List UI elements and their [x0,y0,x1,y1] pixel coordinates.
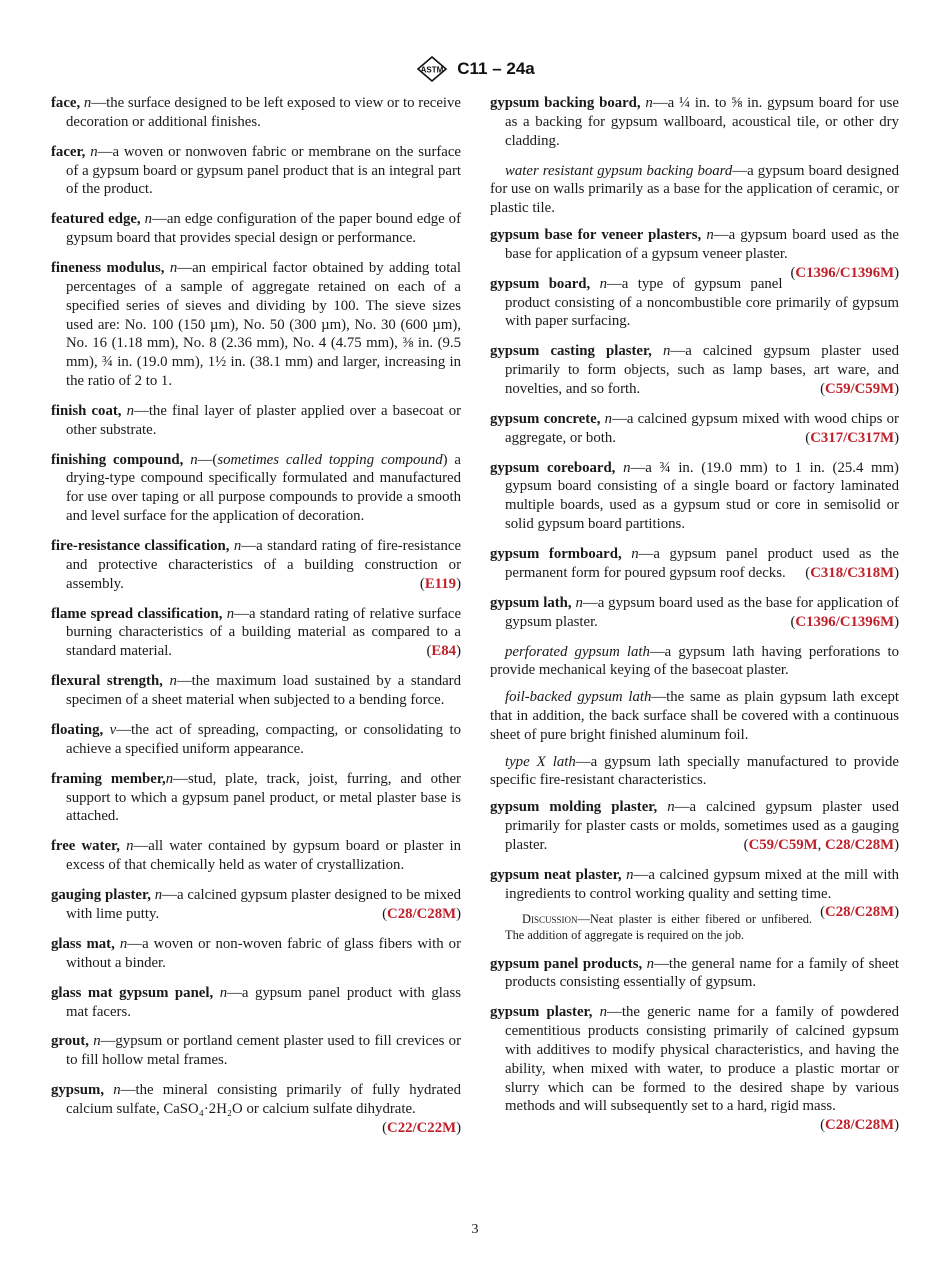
definition-text: —a gypsum lath having perforations to provide mechanical keying of the basecoat plaster. [490,643,900,679]
definition-entry [490,410,899,448]
definition-entry [490,459,899,534]
left-column [51,94,461,1138]
standard-reference[interactable]: (C28/C28M) [382,905,461,922]
definition-entry [490,545,899,583]
part-of-speech: n [90,143,98,160]
definition-entry [490,226,899,281]
term: finish coat, [51,402,122,419]
term: framing member, [51,770,166,787]
definition-text: a standard rating of relative surface burning characteristics of a building material as compared to a standard material. [66,605,462,660]
standard-reference[interactable]: (C28/C28M) [820,1117,899,1134]
definition-text: a calcined gypsum mixed with wood chips or aggregate, or both. [505,410,899,446]
definition-text: the maximum load sustained by a standard specimen of a sheet material when subjected to a bending force. [66,673,461,709]
sub-term: foil-backed gypsum lath [505,689,652,706]
term: facer, [51,143,86,160]
definition-text: stud, plate, track, joist, furring, and other support to which a gypsum panel product, or metal plaster base is attached. [66,770,461,825]
dash: — [100,1033,116,1050]
definition-text: a ¾ in. (19.0 mm) to 1 in. (25.4 mm) gypsum board consisting of a single board or factory laminated multiple boards, used as a gypsum stud or core in semisolid or solid gypsum board partitions. [505,459,899,533]
definition-entry [51,210,461,248]
dash: —( [197,451,218,468]
dash: — [652,95,668,111]
standard-designation: C11 – 24a [457,59,535,78]
definition-entry [51,451,461,526]
discussion-label: Discussion [522,911,578,926]
part-of-speech: n [126,838,134,855]
part-of-speech: n [575,594,583,611]
part-of-speech: n [226,605,235,622]
definition-entry [51,94,461,132]
definition-text: a calcined gypsum mixed at the mill with ingredients to control working quality and setting time. [505,866,899,902]
definition-entry [51,143,461,199]
definition-entry [51,935,461,973]
term: glass mat gypsum panel, [51,984,214,1001]
dash: — [654,955,669,972]
term: gypsum casting plaster, [490,343,652,360]
standard-reference[interactable]: (E119) [419,575,461,592]
definition-entry [490,594,899,632]
definition-text: the generic name for a family of powdered cementitious products consisting primarily of calcined gypsum with additives to modify physical characteristics, and having the ability, when mixed with water, to produce a plastic mortar or slurry which can be formed to the desired shape by various methods and will subsequently set to a hard, rigid mass. [505,1004,899,1115]
dash: — [227,984,242,1001]
term: finishing compound, [51,451,184,468]
astm-logo-icon [415,56,449,82]
part-of-speech: n [626,866,634,883]
sub-term: type X lath [505,753,576,770]
part-of-speech: n [631,546,639,563]
term: flexural strength, [51,673,163,690]
definition-text: a gypsum panel product used as the permanent form for poured gypsum roof decks. [505,546,899,581]
part-of-speech: n [154,887,163,904]
part-of-speech: n [126,402,135,419]
part-of-speech: n [645,95,653,111]
term: gypsum neat plaster, [490,866,622,883]
dash: — [173,770,188,787]
part-of-speech: n [169,260,178,277]
definition-entry [51,886,461,924]
definition-text: a woven or nonwoven fabric or membrane on the surface of a gypsum board or gypsum panel product that is an integral part of the product. [66,143,461,198]
definition-text: a gypsum board used as the base for application of gypsum plaster. [505,594,900,630]
term: gypsum plaster, [490,1004,593,1021]
dash: — [606,275,622,292]
right-column [490,94,899,1135]
sub-definition [490,162,899,218]
definition-text: —a gypsum board designed for use on walls primarily as a base for the application of ceramic, or plastic tile. [490,162,899,217]
definition-text: the surface designed to be left exposed to view or to receive decoration or additional finishes. [66,95,462,130]
term: floating, [51,722,104,738]
term: fire-resistance classification, [51,538,230,555]
definition-text: a gypsum board used as the base for application of a gypsum veneer plaster. [505,226,899,262]
definition-text: a standard rating of fire-resistance and protective characteristics of a building construction or assembly. [66,538,462,592]
standard-reference[interactable]: (C318/C318M) [805,564,899,581]
part-of-speech: n [604,410,613,427]
definition-text: a type of gypsum panel product consisting of a noncombustible core primarily of gypsum with paper surfacing. [505,275,899,330]
term: gypsum concrete, [490,410,601,427]
usage-note: sometimes called topping compound [217,451,443,468]
part-of-speech: n [93,1033,101,1050]
term: face, [51,95,81,111]
dash: — [612,410,627,427]
definition-entry [51,1032,461,1070]
part-of-speech: v [109,722,117,738]
dash: — [633,866,649,883]
dash: — [607,1004,622,1021]
definition-text: a ¼ in. to ⅝ in. gypsum board for use as a backing for gypsum wallboard, acoustical tile, or other dry cladding. [505,95,899,149]
definition-text: an empirical factor obtained by adding total percentages of a sample of aggregate retained on each of a specified series of sieves and dividing by 100. The sieve sizes used are: No. 100 (150 µm), No. 50 (300 µm), No. 30 (600 µm), No. 16 (1.18 mm), No. 8 (2.36 mm), No. 4 (4.75 mm), ⅜ in. (9.5 mm), ¾ in. (19.0 mm), 1½ in. (38.1 mm) and larger, increasing in the ratio of 2 to 1. [66,260,461,389]
definition-text: the general name for a family of sheet products consisting essentially of gypsum. [505,955,900,991]
definition-text: ) a drying-type compound specifically formulated and manufactured for use over taping or all purpose compounds to provide a smooth and level surface for the application of decoration. [66,451,461,525]
dash: — [638,546,654,563]
definition-text: gypsum or portland cement plaster used to fill crevices or to fill hollow metal frames. [66,1033,461,1069]
part-of-speech: n [233,538,242,555]
definition-entry [51,984,461,1022]
part-of-speech: n [599,275,607,292]
term: fineness modulus, [51,260,165,277]
definition-text: a calcined gypsum plaster designed to be mixed with lime putty. [66,887,462,922]
dash: — [97,143,113,160]
standard-reference[interactable]: (C22/C22M) [382,1119,461,1136]
term: free water, [51,838,120,855]
definition-entry [490,798,899,854]
part-of-speech: n [144,211,153,228]
definition-entry [490,1003,899,1134]
sub-term: water resistant gypsum backing board [505,162,733,179]
dash: — [116,722,131,738]
term: flame spread classification, [51,605,223,622]
sub-definition [490,753,899,791]
definition-text: —a gypsum lath specially manufactured to provide specific fire-resistant characteristics. [490,753,899,789]
part-of-speech: n [667,799,675,816]
definition-entry [51,721,461,759]
part-of-speech: n [169,673,177,690]
standard-reference[interactable]: (C317/C317M) [805,429,899,446]
term: glass mat, [51,935,115,952]
definition-text: the mineral consisting primarily of fully hydrated calcium sulfate, CaSO₄·2H₂O or calcium sulfate dihydrate. [66,1082,462,1118]
term: gypsum molding plaster, [490,799,658,816]
term: gypsum, [51,1082,105,1099]
dash: — [120,1082,136,1099]
term: featured edge, [51,211,141,228]
term: gypsum backing board, [490,95,641,111]
dash: — [670,343,686,360]
definition-entry [51,1081,462,1136]
dash: — [133,838,149,855]
definition-text: the final layer of plaster applied over a basecoat or other substrate. [66,402,462,438]
definition-text: a woven or non-woven fabric of glass fibers with or without a binder. [66,935,462,971]
definition-entry [490,342,899,398]
dash: — [152,211,167,228]
part-of-speech: n [646,955,655,972]
definition-text: a calcined gypsum plaster used primarily for plaster casts or molds, sometimes used as a gauging plaster. [505,799,899,853]
standard-reference[interactable]: (C1396/C1396M) [790,613,899,630]
dash: — [630,459,646,476]
dash: — [234,605,249,622]
dash: — [91,95,107,111]
part-of-speech: n [219,984,228,1001]
term: gauging plaster, [51,887,151,904]
dash: — [241,538,257,555]
discussion-text: —Neat plaster is either fibered or unfibered. The addition of aggregate is required on the job. [505,911,813,943]
term: gypsum base for veneer plasters, [490,226,702,243]
part-of-speech: n [165,770,174,787]
term: gypsum formboard, [490,546,622,563]
part-of-speech: n [706,226,714,243]
dash: — [162,887,177,904]
part-of-speech: n [663,343,671,360]
definition-entry [490,94,899,150]
definition-text: a gypsum panel product with glass mat facers. [66,984,461,1020]
standard-reference[interactable]: (C1396/C1396M) [790,264,899,281]
definition-text: a calcined gypsum plaster used primarily to form objects, such as lamp bases, art ware, and novelties, and so forth. [505,343,899,397]
definition-entry [51,402,461,440]
sub-definition [490,643,899,681]
dash: — [582,594,598,611]
part-of-speech: n [119,935,128,952]
definition-entry [51,672,461,710]
sub-term: perforated gypsum lath [505,643,650,660]
part-of-speech: n [623,459,631,476]
dash: — [674,799,690,816]
part-of-speech: n [83,95,92,111]
definition-text: all water contained by gypsum board or plaster in excess of that chemically held as water of crystallization. [66,838,461,874]
definition-entry [490,275,899,331]
part-of-speech: n [190,451,198,468]
dash: — [177,260,193,277]
part-of-speech: n [599,1004,608,1021]
definition-entry [51,605,461,661]
term: gypsum coreboard, [490,459,616,476]
term: gypsum lath, [490,594,572,611]
definition-entry [490,955,899,993]
sub-definition [490,688,899,744]
definition-text: the act of spreading, compacting, or consolidating to achieve a specified uniform appearance. [66,722,461,757]
term: gypsum board, [490,275,591,292]
definition-text: an edge configuration of the paper bound edge of gypsum board that provides special design or performance. [66,211,462,247]
dash: — [176,673,192,690]
definition-text: —the same as plain gypsum lath except that in addition, the back surface shall be covered with a continuous sheet of pure bright finished aluminum foil. [490,689,899,743]
definition-entry [51,537,461,593]
astm-logo-text: ASTM [420,65,444,75]
standard-reference[interactable]: (C59/C59M) [820,380,899,397]
standard-reference[interactable]: (E84) [426,643,461,660]
dash: — [127,935,143,952]
standard-reference[interactable]: (C59/C59M, C28/C28M) [743,836,899,853]
page-header [0,56,950,82]
standard-reference[interactable]: (C28/C28M) [820,904,899,921]
definition-entry [51,837,461,875]
term: grout, [51,1033,89,1050]
definition-entry [51,770,461,826]
dash: — [713,226,729,243]
page-number: 3 [471,1222,479,1237]
part-of-speech: n [113,1082,121,1099]
dash: — [134,402,149,419]
definition-entry [51,259,461,391]
term: gypsum panel products, [490,955,643,972]
